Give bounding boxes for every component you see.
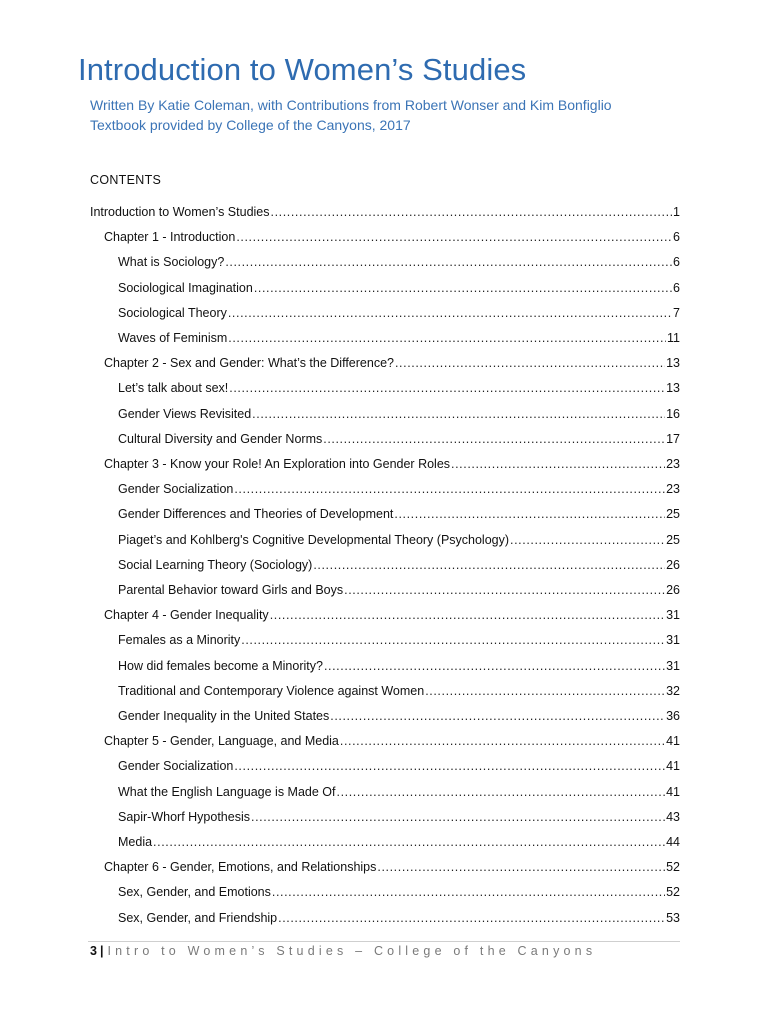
toc-entry-label: Traditional and Contemporary Violence against Women	[118, 683, 425, 698]
toc-entry-label: Sex, Gender, and Emotions	[118, 885, 271, 900]
toc-section-entry[interactable]	[118, 505, 680, 523]
source-line: Textbook provided by College of the Canyons, 2017	[90, 117, 411, 133]
toc-entry-label: Gender Inequality in the United States	[118, 709, 330, 723]
toc-entry-label: Sociological Imagination	[118, 280, 253, 295]
toc-dot-leader	[254, 279, 672, 297]
document-title: Introduction to Women’s Studies	[78, 52, 527, 87]
toc-entry-page: 53	[666, 910, 680, 925]
toc-entry-label: Chapter 3 - Know your Role! An Exploration into Gender Roles	[104, 457, 451, 471]
toc-dot-leader	[252, 405, 665, 423]
toc-entry-label: What is Sociology?	[118, 255, 225, 270]
toc-section-entry[interactable]	[118, 757, 680, 775]
toc-chapter-entry[interactable]	[104, 228, 680, 246]
toc-entry-label: Chapter 2 - Sex and Gender: What’s the Difference?	[104, 356, 394, 371]
toc-entry-page: 52	[666, 860, 680, 875]
footer-separator: |	[99, 944, 104, 958]
footer-divider	[88, 941, 680, 942]
toc-entry-page: 6	[673, 255, 680, 270]
toc-section-entry[interactable]	[118, 379, 680, 397]
toc-dot-leader	[377, 858, 665, 876]
toc-section-entry[interactable]	[118, 657, 680, 675]
toc-entry-label: Introduction to Women’s Studies	[90, 205, 270, 219]
toc-dot-leader	[324, 657, 665, 675]
toc-section-entry[interactable]	[118, 883, 680, 901]
toc-entry-label: How did females become a Minority?	[118, 658, 323, 673]
toc-entry-page: 41	[666, 759, 680, 774]
toc-section-entry[interactable]	[118, 682, 680, 700]
toc-entry-label: Media	[118, 835, 153, 849]
toc-entry-label: Chapter 5 - Gender, Language, and Media	[104, 734, 339, 749]
toc-entry-label: Sex, Gender, and Friendship	[118, 910, 278, 925]
toc-entry-page: 26	[666, 557, 680, 572]
toc-entry-page: 13	[666, 356, 680, 371]
toc-section-entry[interactable]	[118, 707, 680, 725]
toc-dot-leader	[251, 808, 665, 826]
toc-dot-leader	[270, 606, 665, 624]
toc-entry-page: 23	[666, 482, 680, 497]
toc-entry-page: 32	[666, 683, 680, 698]
toc-dot-leader	[278, 909, 665, 927]
toc-entry-page: 6	[673, 230, 680, 245]
toc-chapter-entry[interactable]	[104, 455, 680, 473]
toc-entry-label: Gender Views Revisited	[118, 406, 252, 421]
toc-entry-page: 31	[666, 658, 680, 673]
toc-entry-label: Sapir-Whorf Hypothesis	[118, 809, 250, 824]
toc-dot-leader	[394, 505, 665, 523]
toc-entry-page: 36	[666, 709, 680, 723]
toc-entry-label: Let’s talk about sex!	[118, 381, 229, 396]
toc-entry-page: 41	[666, 784, 680, 799]
toc-entry-page: 25	[666, 532, 680, 547]
toc-chapter-entry[interactable]	[104, 858, 680, 876]
toc-entry-label: Chapter 6 - Gender, Emotions, and Relationships	[104, 860, 377, 875]
toc-entry-label: Chapter 4 - Gender Inequality	[104, 608, 269, 623]
toc-dot-leader	[340, 732, 665, 750]
toc-dot-leader	[395, 354, 665, 372]
toc-section-entry[interactable]	[118, 279, 680, 297]
toc-entry-page: 7	[673, 305, 680, 320]
toc-section-entry[interactable]	[118, 430, 680, 448]
toc-dot-leader	[225, 253, 672, 271]
toc-top-entry[interactable]	[90, 203, 680, 221]
toc-entry-label: Sociological Theory	[118, 305, 227, 320]
toc-section-entry[interactable]	[118, 253, 680, 271]
toc-dot-leader	[451, 455, 665, 473]
toc-entry-page: 25	[666, 507, 680, 522]
toc-entry-label: Piaget’s and Kohlberg's Cognitive Developmental Theory (Psychology)	[118, 532, 510, 547]
toc-entry-page: 26	[666, 583, 680, 597]
toc-chapter-entry[interactable]	[104, 606, 680, 624]
toc-dot-leader	[272, 883, 665, 901]
toc-section-entry[interactable]	[118, 909, 680, 927]
toc-dot-leader	[228, 329, 666, 347]
toc-entry-label: Parental Behavior toward Girls and Boys	[118, 583, 344, 597]
toc-dot-leader	[241, 631, 665, 649]
toc-entry-page: 23	[666, 457, 680, 471]
toc-entry-label: What the English Language is Made Of	[118, 784, 336, 799]
toc-dot-leader	[234, 480, 665, 498]
toc-dot-leader	[313, 556, 665, 574]
toc-section-entry[interactable]	[118, 833, 680, 851]
toc-entry-label: Females as a Minority	[118, 633, 241, 648]
toc-section-entry[interactable]	[118, 480, 680, 498]
toc-entry-page: 31	[666, 633, 680, 648]
toc-entry-page: 31	[666, 608, 680, 623]
toc-section-entry[interactable]	[118, 304, 680, 322]
toc-section-entry[interactable]	[118, 531, 680, 549]
toc-entry-label: Social Learning Theory (Sociology)	[118, 557, 313, 572]
toc-dot-leader	[153, 833, 665, 851]
toc-dot-leader	[323, 430, 665, 448]
footer-page-number: 3	[90, 944, 97, 958]
toc-dot-leader	[236, 228, 672, 246]
toc-dot-leader	[337, 783, 666, 801]
toc-entry-page: 52	[666, 885, 680, 900]
toc-dot-leader	[510, 531, 665, 549]
toc-entry-label: Gender Differences and Theories of Development	[118, 507, 394, 522]
toc-entry-page: 11	[667, 331, 680, 345]
toc-entry-page: 13	[666, 381, 680, 396]
toc-entry-page: 41	[666, 734, 680, 749]
toc-dot-leader	[229, 379, 665, 397]
contents-heading: CONTENTS	[90, 173, 162, 187]
footer-running-title: Intro to Women’s Studies – College of the Canyons	[107, 944, 597, 958]
toc-section-entry[interactable]	[118, 405, 680, 423]
toc-entry-page: 1	[673, 205, 680, 219]
toc-section-entry[interactable]	[118, 631, 680, 649]
toc-section-entry[interactable]	[118, 329, 680, 347]
toc-entry-label: Chapter 1 - Introduction	[104, 230, 236, 245]
toc-dot-leader	[425, 682, 665, 700]
page-footer	[90, 944, 596, 958]
toc-entry-page: 16	[666, 406, 680, 421]
toc-chapter-entry[interactable]	[104, 732, 680, 750]
toc-dot-leader	[344, 581, 665, 599]
toc-dot-leader	[228, 304, 672, 322]
toc-dot-leader	[234, 757, 665, 775]
toc-dot-leader	[330, 707, 665, 725]
toc-entry-label: Cultural Diversity and Gender Norms	[118, 431, 323, 446]
toc-section-entry[interactable]	[118, 556, 680, 574]
toc-section-entry[interactable]	[118, 581, 680, 599]
toc-chapter-entry[interactable]	[104, 354, 680, 372]
toc-entry-label: Gender Socialization	[118, 759, 234, 774]
toc-entry-label: Gender Socialization	[118, 482, 234, 497]
toc-dot-leader	[271, 203, 673, 221]
author-byline: Written By Katie Coleman, with Contributions from Robert Wonser and Kim Bonfiglio	[90, 97, 612, 113]
toc-entry-page: 43	[666, 809, 680, 824]
toc-section-entry[interactable]	[118, 808, 680, 826]
toc-entry-label: Waves of Feminism	[118, 331, 228, 345]
toc-entry-page: 17	[666, 431, 680, 446]
toc-entry-page: 6	[673, 280, 680, 295]
toc-entry-page: 44	[666, 835, 680, 849]
toc-section-entry[interactable]	[118, 783, 680, 801]
